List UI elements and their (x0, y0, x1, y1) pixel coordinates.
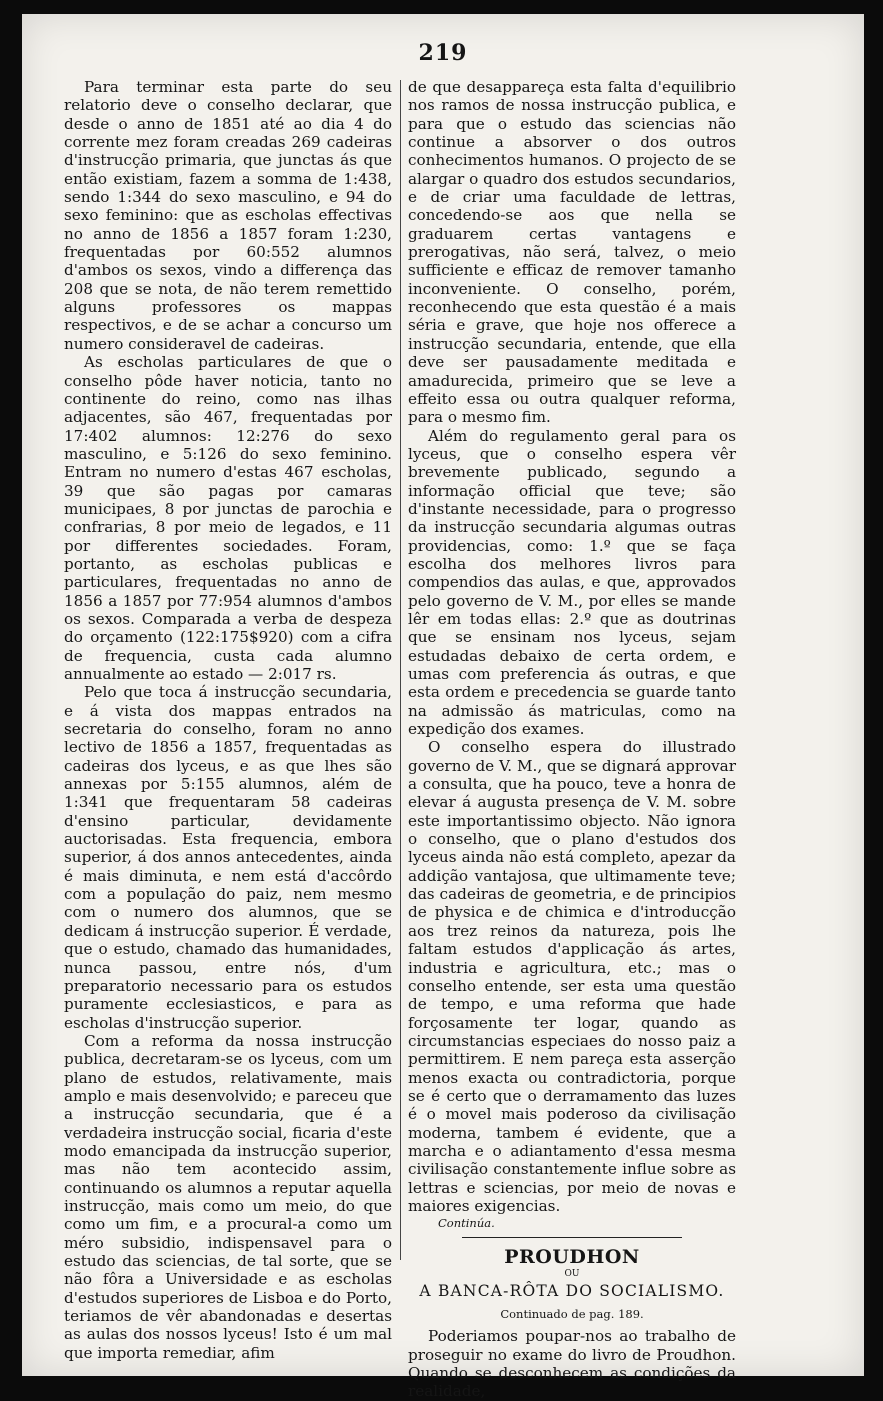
paragraph: Com a reforma da nossa instrucção publica, decretaram-se os lyceus, com um plano de estudos, relativamente, mais amplo e mais desenvolvido; e pareceu que a instrucção secundaria, que é a verdadeira instrucção social, ficaria d'este modo emancipada da instrucção superior, mas não tem acontecido assim, continuando os alumnos a reputar aquella instrucção, mais como um meio, do que como um fim, e a procural-a como um méro subsidio, indispensavel para o estudo das sciencias, de tal sorte, que se não fôra a Universidade e as escholas d'estudos superiores de Lisboa e do Porto, teriamos de vêr abandonadas e desertas as aulas dos nossos lyceus! Isto é um mal que importa remediar, afim (64, 1031, 392, 1362)
article-subtitle: A BANCA-RÔTA DO SOCIALISMO. (419, 1282, 725, 1301)
paragraph: Para terminar esta parte do seu relatorio deve o conselho declarar, que desde o anno de 1851 até ao dia 4 do corrente mez foram creadas 269 cadeiras d'instrucção primaria, que junctas ás que então existiam, fazem a somma de 1:438, sendo 1:344 do sexo masculino, e 94 do sexo feminino: que as escholas effectivas no anno de 1856 a 1857 foram 1:230, frequentadas por 60:552 alumnos d'ambos os sexos, vindo a differença das 208 que se nota, de não terem remettido alguns professores os mappas respectivos, e de se achar a concurso um numero consideravel de cadeiras. (64, 78, 392, 353)
article-paragraph: Poderiamos poupar-nos ao trabalho de proseguir no exame do livro de Proudhon. Quando se desconhecem as condições da realidade, (408, 1327, 736, 1401)
left-column (64, 78, 392, 1362)
right-column (408, 78, 736, 1401)
section-rule (462, 1237, 682, 1238)
paragraph: As escholas particulares de que o conselho pôde haver noticia, tanto no continente do reino, como nas ilhas adjacentes, são 467, frequentadas por 17:402 alumnos: 12:276 do sexo masculino, e 5:126 do sexo feminino. Entram no numero d'estas 467 escholas, 39 que são pagas por camaras municipaes, 8 por junctas de parochia e confrarias, 8 por meio de legados, e 11 por differentes sociedades. Foram, portanto, as escholas publicas e particulares, frequentadas no anno de 1856 a 1857 por 77:954 alumnos d'ambos os sexos. Comparada a verba de despeza do orçamento (122:175$920) com a cifra de frequencia, custa cada alumno annualmente ao estado — 2:017 rs. (64, 353, 392, 683)
paragraph: Além do regulamento geral para os lyceus, que o conselho espera vêr brevemente publicado, segundo a informação official que teve; são d'instante necessidade, para o progresso da instrucção secundaria algumas outras providencias, como: 1.º que se faça escolha dos melhores livros para compendios das aulas, e que, approvados pelo governo de V. M., por elles se mande lêr em todas ellas: 2.º que as doutrinas que se ensinam nos lyceus, sejam estudadas debaixo de certa ordem, e umas com preferencia ás outras, e que esta ordem e precedencia se guarde tanto na admissão ás matriculas, como na expedição dos exames. (408, 426, 736, 739)
continued-note: Continuado de pag. 189. (500, 1307, 644, 1322)
continua-note: Continúa. (438, 1216, 495, 1231)
article-title: PROUDHON (504, 1246, 640, 1269)
paragraph: O conselho espera do illustrado governo de V. M., que se dignará approvar a consulta, que ha pouco, teve a honra de elevar á augusta presença de V. M. sobre este importantissimo objecto. Não ignora o conselho, que o plano d'estudos dos lyceus ainda não está completo, apezar da addição vantajosa, que ultimamente teve; das cadeiras de geometria, e de principios de physica e de chimica e d'introducção aos trez reinos da natureza, pois lhe faltam estudos d'applicação ás artes, industria e agricultura, etc.; mas o conselho entende, ser esta uma questão de tempo, e uma reforma que hade forçosamente ter logar, quando as circumstancias especiaes do nosso paiz a permittirem. E nem pareça esta asserção menos exacta ou contradictoria, porque se é certo que o derramamento das luzes é o movel mais poderoso da civilisação moderna, tambem é evidente, que a marcha e o adiantamento d'essa mesma civilisação constantemente influe sobre as lettras e sciencias, por meio de novas e maiores exigencias. (408, 738, 736, 1215)
article-ou: OU (564, 1269, 580, 1280)
newspaper-page (22, 14, 864, 1401)
paragraph-continuation: de que desappareça esta falta d'equilibrio nos ramos de nossa instrucção publica, e para que o estudo das sciencias não continue a absorver o dos outros conhecimentos humanos. O projecto de se alargar o quadro dos estudos secundarios, e de criar uma faculdade de lettras, concedendo-se aos que nella se graduarem certas vantagens e prerogativas, não será, talvez, o meio sufficiente e efficaz de remover tamanho inconveniente. O conselho, porém, reconhecendo que esta questão é a mais séria e grave, que hoje nos offerece a instrucção secundaria, entende, que ella deve ser pausadamente meditada e amadurecida, primeiro que se leve a effeito essa ou outra qualquer reforma, para o mesmo fim. (408, 78, 736, 427)
page-number: 219 (418, 40, 468, 66)
column-divider (400, 80, 401, 1260)
paragraph: Pelo que toca á instrucção secundaria, e á vista dos mappas entrados na secretaria do conselho, foram no anno lectivo de 1856 a 1857, frequentadas as cadeiras dos lyceus, e as que lhes são annexas por 5:155 alumnos, além de 1:341 que frequentaram 58 cadeiras d'ensino particular, devidamente auctorisadas. Esta frequencia, embora superior, á dos annos antecedentes, ainda é mais diminuta, e nem está d'accôrdo com a população do paiz, nem mesmo com o numero dos alumnos, que se dedicam á instrucção superior. É verdade, que o estudo, chamado das humanidades, nunca passou, entre nós, d'um preparatorio necessario para os estudos puramente ecclesiasticos, e para as escholas d'instrucção superior. (64, 683, 392, 1032)
